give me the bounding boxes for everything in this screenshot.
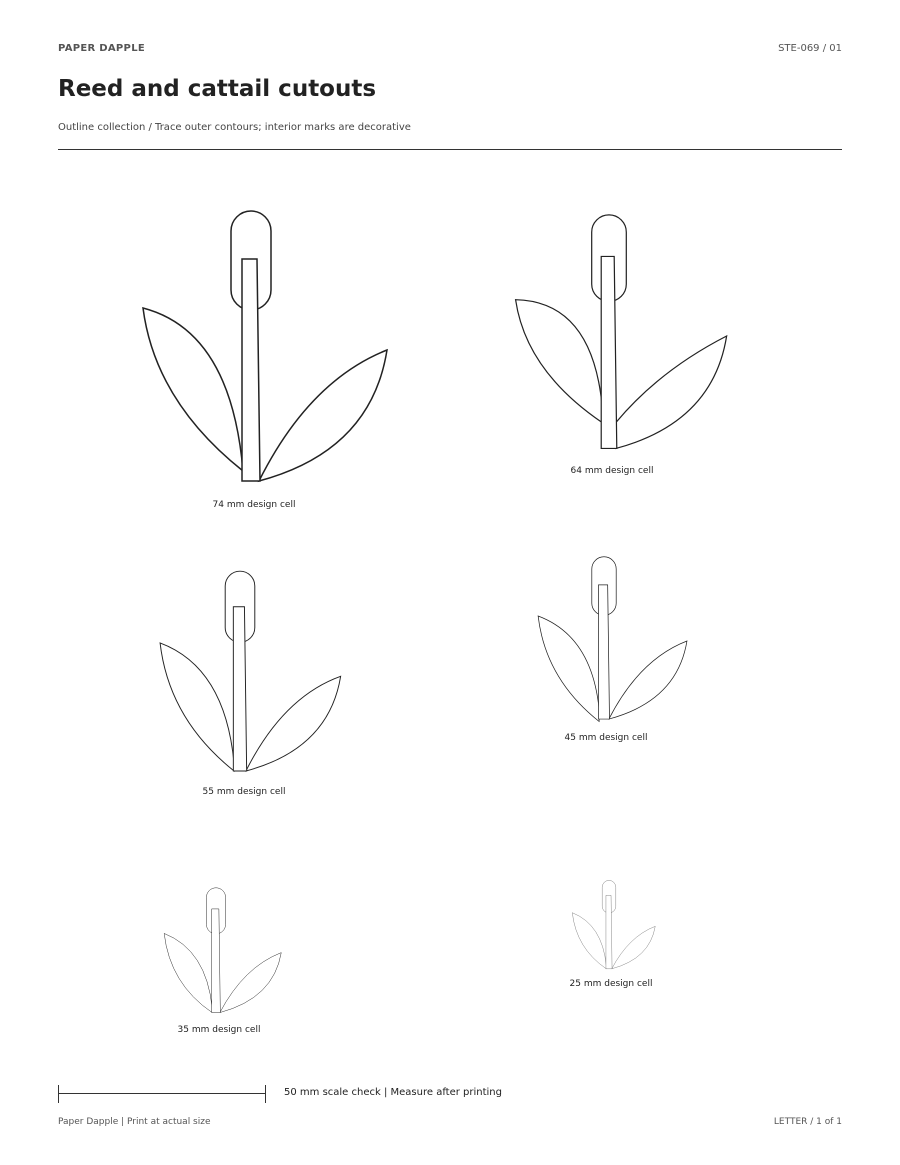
cattail-cutout-74mm <box>143 211 387 481</box>
scale-bar-line <box>58 1093 266 1094</box>
leaf-left-shape <box>160 643 234 771</box>
page-title: Reed and cattail cutouts <box>58 76 377 102</box>
leaf-right-shape <box>220 953 281 1013</box>
leaf-right-shape <box>259 350 387 481</box>
cattail-head-shape <box>242 259 260 481</box>
cattail-head-shape <box>212 909 221 1013</box>
leaf-right-shape <box>246 676 341 771</box>
cattail-cutout-55mm <box>160 571 341 771</box>
cutout-caption-74mm: 74 mm design cell <box>212 500 296 510</box>
scale-check-label: 50 mm scale check | Measure after printing <box>284 1087 502 1098</box>
leaf-left-shape <box>572 913 606 969</box>
cutout-caption-55mm: 55 mm design cell <box>202 787 286 797</box>
leaf-left-shape <box>143 308 243 471</box>
leaf-right-shape <box>616 336 727 448</box>
cutout-caption-35mm: 35 mm design cell <box>177 1025 261 1035</box>
cattail-cutout-45mm <box>538 557 687 722</box>
cutout-caption-64mm: 64 mm design cell <box>570 466 654 476</box>
leaf-left-shape <box>538 616 599 722</box>
scale-bar-end-tick <box>265 1085 266 1103</box>
cattail-cutout-35mm <box>164 888 281 1013</box>
leaf-left-shape <box>516 300 603 423</box>
cattail-head-shape <box>233 607 246 771</box>
cattail-head-shape <box>606 895 612 968</box>
leaf-right-shape <box>609 641 687 719</box>
page-indicator: LETTER / 1 of 1 <box>773 1117 842 1127</box>
cutout-caption-45mm: 45 mm design cell <box>564 733 648 743</box>
page-subtitle: Outline collection / Trace outer contours; interior marks are decorative <box>58 122 411 133</box>
cattail-cutout-25mm <box>572 880 655 968</box>
cutout-caption-25mm: 25 mm design cell <box>569 979 653 989</box>
cattail-head-shape <box>599 585 610 719</box>
scale-bar-start-tick <box>58 1085 59 1103</box>
brand-label: PAPER DAPPLE <box>58 43 145 54</box>
footer-note: Paper Dapple | Print at actual size <box>58 1117 211 1127</box>
cattail-cutout-64mm <box>516 215 727 449</box>
cattail-head-shape <box>601 256 617 448</box>
scale-bar <box>58 1085 266 1103</box>
leaf-left-shape <box>164 933 212 1012</box>
leaf-right-shape <box>612 926 656 969</box>
document-id: STE-069 / 01 <box>778 43 842 54</box>
